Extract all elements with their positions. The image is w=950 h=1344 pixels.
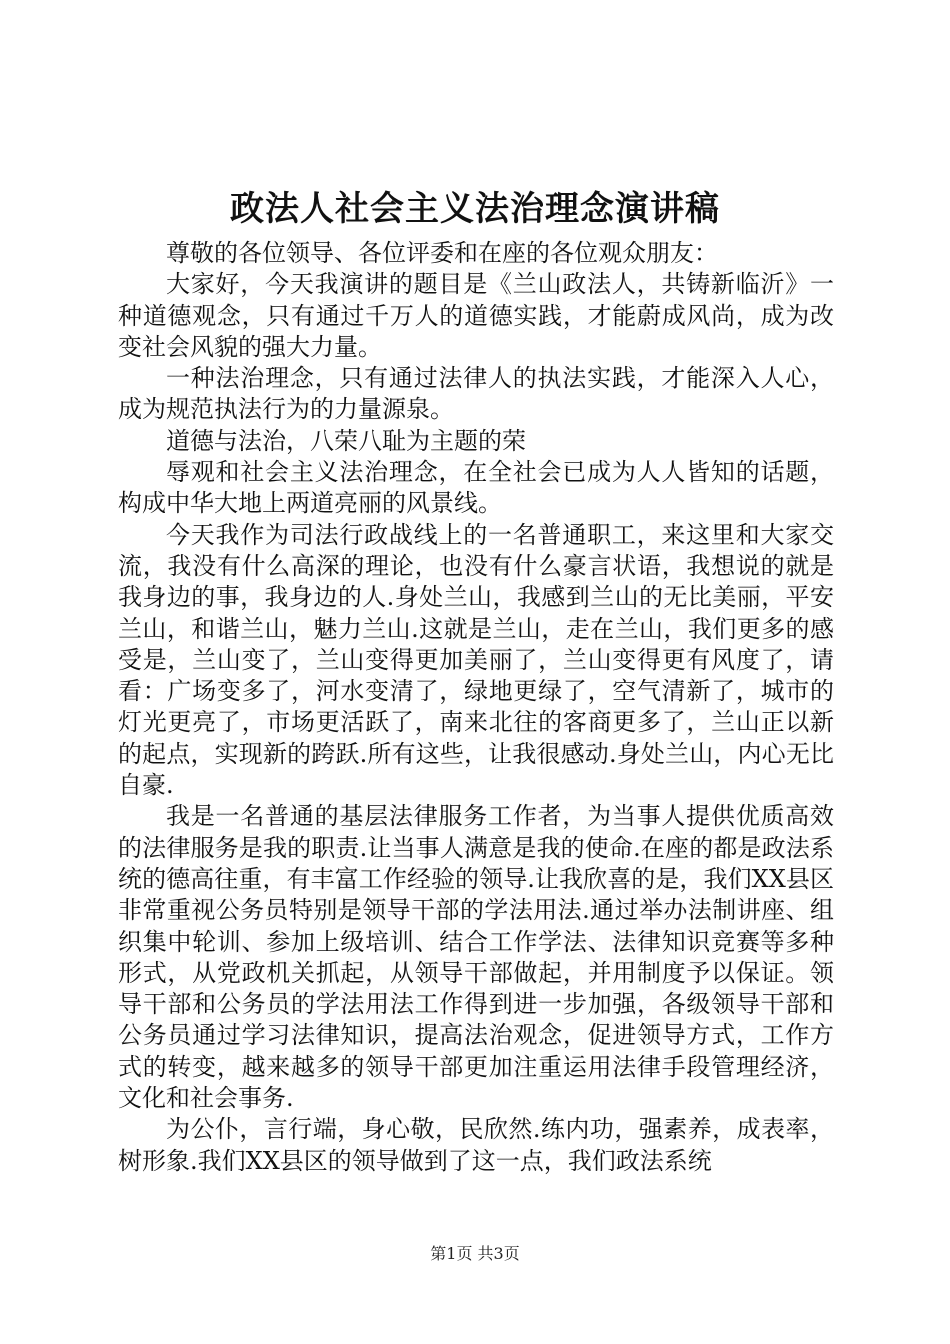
body-paragraph: 一种法治理念，只有通过法律人的执法实践，才能深入人心，成为规范执法行为的力量源泉。	[118, 364, 834, 424]
document-title: 政法人社会主义法治理念演讲稿	[230, 189, 720, 229]
body-paragraph: 为公仆，言行端，身心敬，民欣然.练内功，强素养，成表率，树形象.我们XX县区的领导做到了这一点，我们政法系统	[118, 1115, 834, 1175]
document-body	[118, 238, 834, 1177]
body-paragraph: 我是一名普通的基层法律服务工作者，为当事人提供优质高效的法律服务是我的职责.让当事人满意是我的使命.在座的都是政法系统的德高往重，有丰富工作经验的领导.让我欣喜的是，我们XX县区非常重视公务员特别是领导干部的学法用法.通过举办法制讲座、组织集中轮训、参加上级培训、结合工作学法、法律知识竞赛等多种形式，从党政机关抓起，从领导干部做起，并用制度予以保证。领导干部和公务员的学法用法工作得到进一步加强，各级领导干部和公务员通过学习法律知识，提高法治观念，促进领导方式，工作方式的转变，越来越多的领导干部更加注重运用法律手段管理经济，文化和社会事务.	[118, 802, 834, 1113]
body-paragraph: 道德与法治，八荣八耻为主题的荣	[166, 426, 526, 455]
body-paragraph: 今天我作为司法行政战线上的一名普通职工，来这里和大家交流，我没有什么高深的理论，也没有什么豪言状语，我想说的就是我身边的事，我身边的人.身处兰山，我感到兰山的无比美丽，平安兰山，和谐兰山，魅力兰山.这就是兰山，走在兰山，我们更多的感受是，兰山变了，兰山变得更加美丽了，兰山变得更有风度了，请看：广场变多了，河水变清了，绿地更绿了，空气清新了，城市的灯光更亮了，市场更活跃了，南来北往的客商更多了，兰山正以新的起点，实现新的跨跃.所有这些，让我很感动.身处兰山，内心无比自豪.	[118, 520, 834, 800]
page-number-footer: 第1页 共3页	[430, 1244, 520, 1263]
body-paragraph: 大家好，今天我演讲的题目是《兰山政法人，共铸新临沂》一种道德观念，只有通过千万人的道德实践，才能蔚成风尚，成为改变社会风貌的强大力量。	[118, 270, 834, 361]
body-paragraph: 辱观和社会主义法治理念，在全社会已成为人人皆知的话题，构成中华大地上两道亮丽的风景线。	[118, 458, 834, 518]
salutation-paragraph: 尊敬的各位领导、各位评委和在座的各位观众朋友：	[166, 239, 718, 267]
